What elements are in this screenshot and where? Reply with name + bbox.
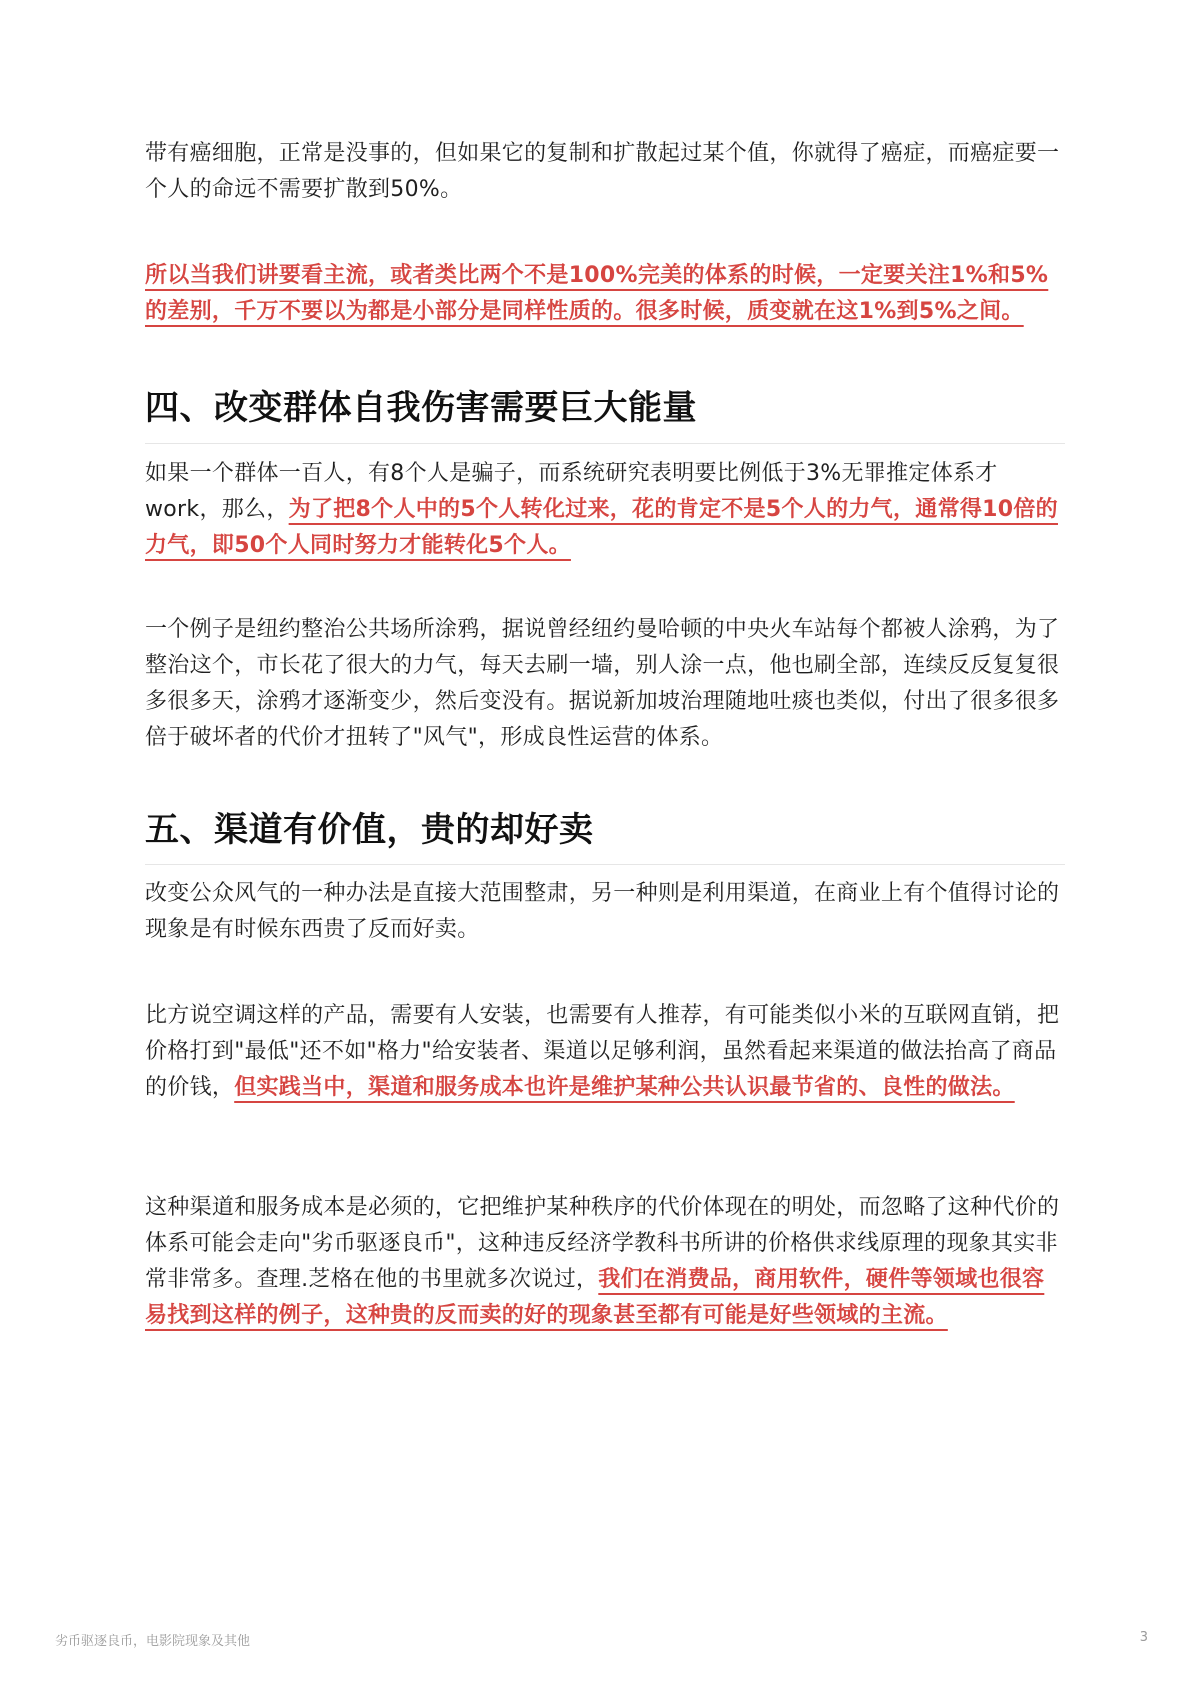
section-heading-4: 四、改变群体自我伤害需要巨大能量	[145, 388, 697, 428]
paragraph-graffiti-example	[145, 612, 1065, 756]
highlighted-text: 所以当我们讲要看主流，或者类比两个不是100%完美的体系的时候，一定要关注1%和5%的差别，千万不要以为都是小部分是同样性质的。很多时候，质变就在这1%到5%之间。	[145, 263, 1049, 324]
paragraph-text: 改变公众风气的一种办法是直接大范围整肃，另一种则是利用渠道，在商业上有个值得讨论的现象是有时候东西贵了反而好卖。	[145, 881, 1060, 942]
paragraph-text: 如果一个群体一百人，有8个人是骗子，而系统研究表明要比例低于3%无罪推定体系才work，那么，	[145, 461, 998, 522]
heading-divider	[145, 864, 1065, 865]
footer-page-number: 3	[1139, 1630, 1148, 1645]
paragraph-group-conversion	[145, 456, 1065, 564]
heading-divider	[145, 443, 1065, 444]
paragraph-cancer-analogy	[145, 136, 1065, 208]
paragraph-air-conditioner	[145, 998, 1065, 1106]
paragraph-text: 这种渠道和服务成本是必须的，它把维护某种秩序的代价体现在的明处，而忽略了这种代价的体系可能会走向"劣币驱逐良币"，这种违反经济学教科书所讲的价格供求线原理的现象其实非常非常多。查理.芝格在他的书里就多次说过，	[145, 1195, 1060, 1292]
paragraph-text: 一个例子是纽约整治公共场所涂鸦，据说曾经纽约曼哈顿的中央火车站每个都被人涂鸦，为了整治这个，市长花了很大的力气，每天去刷一墙，别人涂一点，他也刷全部，连续反反复复很多很多天，涂鸦才逐渐变少，然后变没有。据说新加坡治理随地吐痰也类似，付出了很多很多倍于破坏者的代价才扭转了"风气"，形成良性运营的体系。	[145, 617, 1060, 750]
highlighted-text: 我们在消费品，商用软件，硬件等领域也很容易找到这样的例子，这种贵的反而卖的好的现象甚至都有可能是好些领域的主流。	[145, 1267, 1045, 1328]
paragraph-channel-cost	[145, 1190, 1065, 1334]
footer-document-title: 劣币驱逐良币，电影院现象及其他	[55, 1634, 251, 1649]
paragraph-channel-intro	[145, 876, 1065, 948]
section-heading-5: 五、渠道有价值，贵的却好卖	[145, 810, 594, 850]
highlighted-text: 为了把8个人中的5个人转化过来，花的肯定不是5个人的力气，通常得10倍的力气，即50个人同时努力才能转化5个人。	[145, 497, 1058, 558]
paragraph-text: 比方说空调这样的产品，需要有人安装，也需要有人推荐，有可能类似小米的互联网直销，把价格打到"最低"还不如"格力"给安装者、渠道以足够利润，虽然看起来渠道的做法抬高了商品的价钱，	[145, 1003, 1060, 1100]
paragraph-text: 带有癌细胞，正常是没事的，但如果它的复制和扩散起过某个值，你就得了癌症，而癌症要一个人的命远不需要扩散到50%。	[145, 141, 1060, 202]
highlighted-text: 但实践当中，渠道和服务成本也许是维护某种公共认识最节省的、良性的做法。	[234, 1075, 1015, 1100]
paragraph-mainstream-highlight	[145, 258, 1065, 330]
